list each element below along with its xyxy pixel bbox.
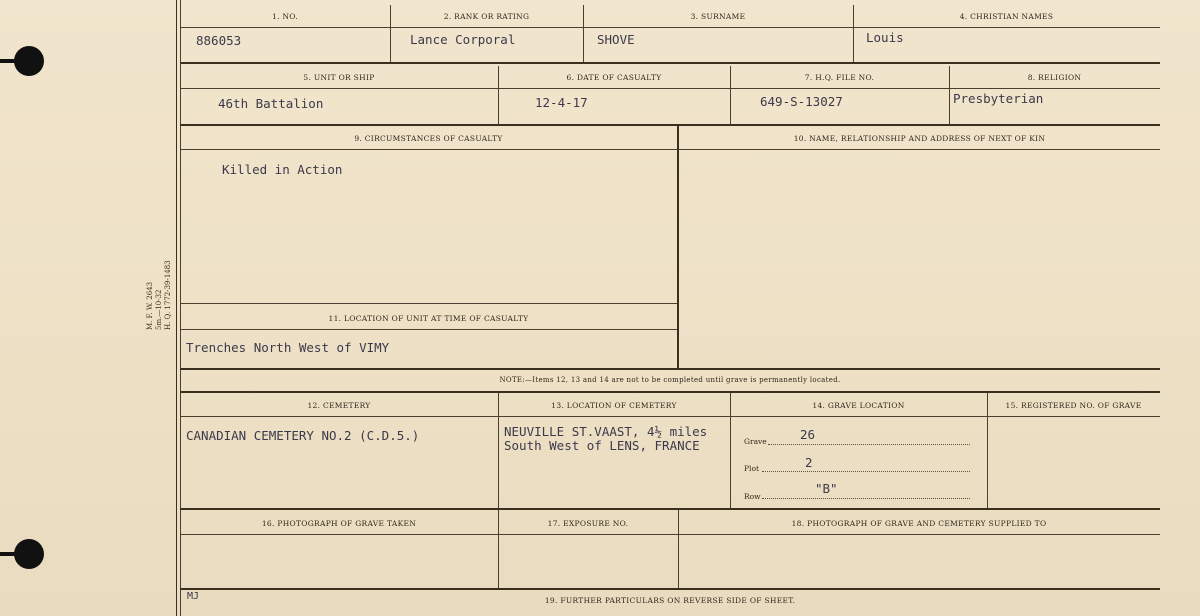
- label-exposure: 17. EXPOSURE NO.: [547, 519, 629, 528]
- side-print-1: M. F. W. 2643: [146, 281, 154, 330]
- label-cemetery: 12. CEMETERY: [307, 401, 371, 410]
- label-rank: 2. RANK OR RATING: [443, 12, 530, 21]
- value-date: 12-4-17: [535, 95, 588, 110]
- label-registered: 15. REGISTERED NO. OF GRAVE: [1005, 401, 1142, 410]
- value-circumstances: Killed in Action: [222, 162, 343, 177]
- value-cemetery-location-1: NEUVILLE ST.VAAST, 4½ miles: [504, 424, 708, 439]
- label-religion: 8. RELIGION: [1027, 73, 1082, 82]
- value-rank: Lance Corporal: [410, 32, 516, 47]
- label-grave-location: 14. GRAVE LOCATION: [812, 401, 905, 410]
- value-hq: 649-S-13027: [760, 94, 843, 109]
- note-text: NOTE:—Items 12, 13 and 14 are not to be completed until grave is permanently located.: [499, 376, 841, 384]
- row-word: Row: [744, 492, 761, 501]
- value-surname: SHOVE: [597, 32, 635, 47]
- value-cemetery: CANADIAN CEMETERY NO.2 (C.D.5.): [186, 428, 420, 443]
- label-photo-taken: 16. PHOTOGRAPH OF GRAVE TAKEN: [261, 519, 417, 528]
- label-cemetery-location: 13. LOCATION OF CEMETERY: [551, 401, 677, 410]
- label-hq: 7. H.Q. FILE NO.: [804, 73, 875, 82]
- label-unit: 5. UNIT OR SHIP: [303, 73, 375, 82]
- side-print-2: 5m.—10-32: [155, 289, 163, 330]
- value-no: 886053: [196, 33, 242, 48]
- value-unit: 46th Battalion: [218, 96, 324, 111]
- punch-hole-top: [14, 46, 44, 76]
- grave-word: Grave: [744, 437, 767, 446]
- value-plot: 2: [805, 455, 813, 470]
- value-initials: MJ: [187, 591, 200, 602]
- value-christian: Louis: [866, 30, 904, 45]
- label-surname: 3. SURNAME: [690, 12, 746, 21]
- plot-word: Plot: [744, 464, 759, 473]
- label-location-unit: 11. LOCATION OF UNIT AT TIME OF CASUALTY: [328, 314, 529, 323]
- punch-hole-bottom: [14, 539, 44, 569]
- label-no: 1. NO.: [272, 12, 298, 21]
- label-date: 6. DATE OF CASUALTY: [566, 73, 662, 82]
- value-cemetery-location-2: South West of LENS, FRANCE: [504, 438, 700, 453]
- side-print-3: H. Q. 1772-39-1483: [164, 260, 172, 330]
- value-religion: Presbyterian: [953, 91, 1044, 106]
- label-next-of-kin: 10. NAME, RELATIONSHIP AND ADDRESS OF NEXT OF KIN: [793, 134, 1046, 143]
- value-grave: 26: [800, 427, 816, 442]
- value-location-unit: Trenches North West of VIMY: [186, 340, 390, 355]
- label-photo-supplied: 18. PHOTOGRAPH OF GRAVE AND CEMETERY SUPPLIED TO: [791, 519, 1047, 528]
- label-further: 19. FURTHER PARTICULARS ON REVERSE SIDE OF SHEET.: [544, 596, 796, 605]
- value-row: "B": [815, 481, 838, 496]
- label-circumstances: 9. CIRCUMSTANCES OF CASUALTY: [354, 134, 503, 143]
- label-christian: 4. CHRISTIAN NAMES: [959, 12, 1054, 21]
